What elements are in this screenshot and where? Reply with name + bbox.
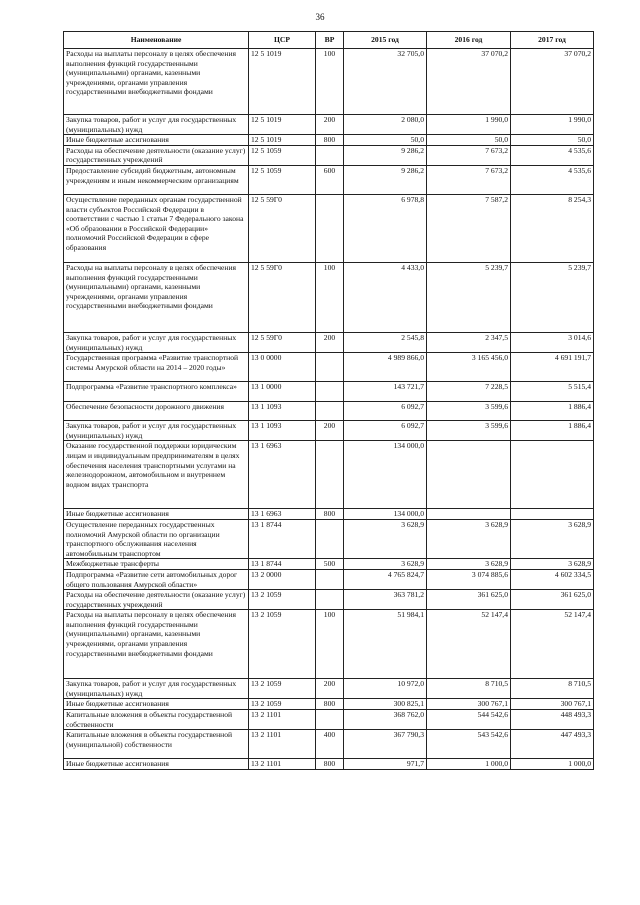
table-row xyxy=(64,679,594,699)
cell-csr: 12 5 1019 xyxy=(249,135,316,146)
cell-name: Государственная программа «Развитие транспортной системы Амурской области на 2014 – 2020 годы» xyxy=(64,353,249,382)
cell-2015: 4 765 824,7 xyxy=(344,569,427,589)
cell-2015: 300 825,1 xyxy=(344,699,427,710)
cell-2017: 1 000,0 xyxy=(511,759,594,770)
cell-2015: 3 628,9 xyxy=(344,559,427,570)
table-row xyxy=(64,730,594,759)
cell-csr: 12 5 1059 xyxy=(249,145,316,165)
cell-2017 xyxy=(511,441,594,509)
cell-2017: 448 493,3 xyxy=(511,710,594,730)
cell-2016 xyxy=(427,509,511,520)
table-row xyxy=(64,115,594,135)
cell-name: Расходы на выплаты персоналу в целях обеспечения выполнения функций государственными (муниципальными) органами, казенными учреждениями, органами управления государственными внебюджетными фондами xyxy=(64,610,249,679)
cell-name: Расходы на выплаты персоналу в целях обеспечения выполнения функций государственными (муниципальными) органами, казенными учреждениями, органами управления государственными внебюджетными фондами xyxy=(64,49,249,115)
table-row xyxy=(64,145,594,165)
cell-2016: 3 599,6 xyxy=(427,402,511,421)
cell-vr xyxy=(316,441,344,509)
cell-name: Оказание государственной поддержки юридическим лицам и индивидуальным предпринимателям в целях обеспечения населения транспортными услугами на железнодорожном, автомобильном и внутреннем водном видах транспорта xyxy=(64,441,249,509)
cell-vr xyxy=(316,710,344,730)
table-row xyxy=(64,421,594,441)
cell-2016 xyxy=(427,441,511,509)
cell-vr xyxy=(316,519,344,558)
cell-vr: 800 xyxy=(316,135,344,146)
table-row xyxy=(64,559,594,570)
cell-2015: 134 000,0 xyxy=(344,509,427,520)
cell-vr: 200 xyxy=(316,679,344,699)
cell-2016: 7 228,5 xyxy=(427,382,511,402)
cell-name: Подпрограмма «Развитие транспортного комплекса» xyxy=(64,382,249,402)
page-number: 36 xyxy=(315,12,325,22)
cell-2015: 9 286,2 xyxy=(344,165,427,194)
cell-2016: 2 347,5 xyxy=(427,332,511,352)
cell-csr: 13 1 6963 xyxy=(249,509,316,520)
cell-vr xyxy=(316,402,344,421)
cell-2017: 3 628,9 xyxy=(511,559,594,570)
cell-2017: 4 602 334,5 xyxy=(511,569,594,589)
cell-2016: 3 628,9 xyxy=(427,519,511,558)
cell-2015: 367 790,3 xyxy=(344,730,427,759)
budget-table xyxy=(63,31,594,770)
cell-name: Осуществление переданных органам государственной власти субъектов Российской Федерации в соответствии с частью 1 статьи 7 Федерального закона «Об образовании в Российской Федерации» полномочий Российской Федерации в сфере образования xyxy=(64,194,249,262)
cell-2017: 1 886,4 xyxy=(511,402,594,421)
cell-2016: 7 673,2 xyxy=(427,165,511,194)
table-body xyxy=(64,49,594,770)
cell-2017: 5 239,7 xyxy=(511,262,594,332)
cell-csr: 13 2 1059 xyxy=(249,679,316,699)
cell-name: Расходы на обеспечение деятельности (оказание услуг) государственных учреждений xyxy=(64,145,249,165)
cell-csr: 13 1 8744 xyxy=(249,559,316,570)
column-header-vr: ВР xyxy=(316,32,344,49)
cell-csr: 13 2 1101 xyxy=(249,730,316,759)
table-row xyxy=(64,610,594,679)
cell-csr: 12 5 59Г0 xyxy=(249,194,316,262)
cell-csr: 13 1 0000 xyxy=(249,382,316,402)
table-row xyxy=(64,519,594,558)
cell-name: Иные бюджетные ассигнования xyxy=(64,135,249,146)
cell-2015: 971,7 xyxy=(344,759,427,770)
cell-2017: 52 147,4 xyxy=(511,610,594,679)
cell-2015: 4 433,0 xyxy=(344,262,427,332)
cell-2015: 9 286,2 xyxy=(344,145,427,165)
table-row xyxy=(64,509,594,520)
cell-2015: 363 781,2 xyxy=(344,590,427,610)
cell-2015: 3 628,9 xyxy=(344,519,427,558)
cell-2016: 543 542,6 xyxy=(427,730,511,759)
cell-vr: 400 xyxy=(316,730,344,759)
cell-2017: 1 886,4 xyxy=(511,421,594,441)
cell-2015: 134 000,0 xyxy=(344,441,427,509)
cell-csr: 13 0 0000 xyxy=(249,353,316,382)
cell-2017: 3 014,6 xyxy=(511,332,594,352)
cell-vr: 100 xyxy=(316,262,344,332)
table-header-row xyxy=(64,32,594,49)
cell-2016: 3 165 456,0 xyxy=(427,353,511,382)
cell-csr: 13 2 1059 xyxy=(249,590,316,610)
table-row xyxy=(64,194,594,262)
cell-csr: 12 5 1019 xyxy=(249,49,316,115)
cell-2016: 7 673,2 xyxy=(427,145,511,165)
cell-2015: 6 092,7 xyxy=(344,421,427,441)
cell-csr: 13 1 1093 xyxy=(249,421,316,441)
cell-2017: 4 535,6 xyxy=(511,145,594,165)
cell-2015: 10 972,0 xyxy=(344,679,427,699)
table-row xyxy=(64,699,594,710)
cell-2016: 300 767,1 xyxy=(427,699,511,710)
cell-2016: 1 000,0 xyxy=(427,759,511,770)
cell-name: Подпрограмма «Развитие сети автомобильных дорог общего пользования Амурской области» xyxy=(64,569,249,589)
cell-name: Расходы на выплаты персоналу в целях обеспечения выполнения функций государственными (муниципальными) органами, казенными учреждениями, органами управления государственными внебюджетными фондами xyxy=(64,262,249,332)
cell-2017: 4 535,6 xyxy=(511,165,594,194)
cell-vr: 800 xyxy=(316,759,344,770)
cell-csr: 13 2 1059 xyxy=(249,610,316,679)
cell-2016: 5 239,7 xyxy=(427,262,511,332)
cell-csr: 13 1 6963 xyxy=(249,441,316,509)
cell-vr: 100 xyxy=(316,49,344,115)
cell-csr: 12 5 59Г0 xyxy=(249,262,316,332)
cell-name: Иные бюджетные ассигнования xyxy=(64,759,249,770)
cell-2017: 361 625,0 xyxy=(511,590,594,610)
cell-2017: 50,0 xyxy=(511,135,594,146)
cell-name: Иные бюджетные ассигнования xyxy=(64,509,249,520)
cell-vr: 600 xyxy=(316,165,344,194)
cell-csr: 13 1 1093 xyxy=(249,402,316,421)
cell-vr xyxy=(316,382,344,402)
cell-name: Межбюджетные трансферты xyxy=(64,559,249,570)
cell-vr xyxy=(316,353,344,382)
table-row xyxy=(64,590,594,610)
cell-2015: 2 545,8 xyxy=(344,332,427,352)
cell-2016: 37 070,2 xyxy=(427,49,511,115)
cell-2017: 8 710,5 xyxy=(511,679,594,699)
column-header-2017: 2017 год xyxy=(511,32,594,49)
cell-vr xyxy=(316,569,344,589)
table-row xyxy=(64,569,594,589)
cell-2015: 368 762,0 xyxy=(344,710,427,730)
cell-2017 xyxy=(511,509,594,520)
table-row xyxy=(64,759,594,770)
cell-2015: 6 978,8 xyxy=(344,194,427,262)
cell-vr: 800 xyxy=(316,509,344,520)
cell-name: Предоставление субсидий бюджетным, автономным учреждениям и иным некоммерческим организациям xyxy=(64,165,249,194)
cell-name: Осуществление переданных государственных полномочий Амурской области по организации транспортного обслуживания населения автомобильным транспортом xyxy=(64,519,249,558)
table-row xyxy=(64,441,594,509)
cell-name: Закупка товаров, работ и услуг для государственных (муниципальных) нужд xyxy=(64,679,249,699)
table-row xyxy=(64,262,594,332)
cell-name: Капитальные вложения в объекты государственной (муниципальной) собственности xyxy=(64,730,249,759)
cell-name: Иные бюджетные ассигнования xyxy=(64,699,249,710)
cell-2016: 8 710,5 xyxy=(427,679,511,699)
cell-vr: 100 xyxy=(316,610,344,679)
table-row xyxy=(64,49,594,115)
column-header-csr: ЦСР xyxy=(249,32,316,49)
cell-2015: 143 721,7 xyxy=(344,382,427,402)
cell-vr: 200 xyxy=(316,421,344,441)
cell-2017: 3 628,9 xyxy=(511,519,594,558)
cell-vr: 500 xyxy=(316,559,344,570)
cell-2017: 300 767,1 xyxy=(511,699,594,710)
cell-name: Закупка товаров, работ и услуг для государственных (муниципальных) нужд xyxy=(64,115,249,135)
cell-name: Капитальные вложения в объекты государственной собственности xyxy=(64,710,249,730)
cell-2015: 51 984,1 xyxy=(344,610,427,679)
cell-2016: 52 147,4 xyxy=(427,610,511,679)
cell-vr xyxy=(316,145,344,165)
cell-csr: 12 5 1059 xyxy=(249,165,316,194)
table-row xyxy=(64,402,594,421)
table-row xyxy=(64,353,594,382)
cell-2015: 4 989 866,0 xyxy=(344,353,427,382)
cell-name: Закупка товаров, работ и услуг для государственных (муниципальных) нужд xyxy=(64,421,249,441)
cell-2016: 1 990,0 xyxy=(427,115,511,135)
column-header-2015: 2015 год xyxy=(344,32,427,49)
cell-csr: 12 5 1019 xyxy=(249,115,316,135)
cell-name: Обеспечение безопасности дорожного движения xyxy=(64,402,249,421)
cell-vr: 200 xyxy=(316,115,344,135)
cell-2015: 2 080,0 xyxy=(344,115,427,135)
cell-2015: 32 705,0 xyxy=(344,49,427,115)
cell-vr xyxy=(316,590,344,610)
cell-2016: 7 587,2 xyxy=(427,194,511,262)
cell-2017: 37 070,2 xyxy=(511,49,594,115)
cell-2016: 544 542,6 xyxy=(427,710,511,730)
column-header-name: Наименование xyxy=(64,32,249,49)
cell-2017: 4 691 191,7 xyxy=(511,353,594,382)
cell-csr: 13 2 1059 xyxy=(249,699,316,710)
cell-2017: 447 493,3 xyxy=(511,730,594,759)
table-row xyxy=(64,382,594,402)
cell-name: Закупка товаров, работ и услуг для государственных (муниципальных) нужд xyxy=(64,332,249,352)
cell-csr: 13 2 1101 xyxy=(249,710,316,730)
cell-csr: 13 2 1101 xyxy=(249,759,316,770)
cell-csr: 13 2 0000 xyxy=(249,569,316,589)
cell-vr: 800 xyxy=(316,699,344,710)
cell-2017: 5 515,4 xyxy=(511,382,594,402)
cell-2015: 6 092,7 xyxy=(344,402,427,421)
column-header-2016: 2016 год xyxy=(427,32,511,49)
table-row xyxy=(64,332,594,352)
cell-vr xyxy=(316,194,344,262)
cell-2016: 3 628,9 xyxy=(427,559,511,570)
cell-name: Расходы на обеспечение деятельности (оказание услуг) государственных учреждений xyxy=(64,590,249,610)
cell-csr: 13 1 8744 xyxy=(249,519,316,558)
cell-2016: 3 599,6 xyxy=(427,421,511,441)
table-row xyxy=(64,710,594,730)
table-row xyxy=(64,135,594,146)
cell-2015: 50,0 xyxy=(344,135,427,146)
cell-2016: 361 625,0 xyxy=(427,590,511,610)
cell-2017: 1 990,0 xyxy=(511,115,594,135)
table-row xyxy=(64,165,594,194)
cell-vr: 200 xyxy=(316,332,344,352)
cell-2016: 50,0 xyxy=(427,135,511,146)
cell-csr: 12 5 59Г0 xyxy=(249,332,316,352)
cell-2016: 3 074 885,6 xyxy=(427,569,511,589)
cell-2017: 8 254,3 xyxy=(511,194,594,262)
